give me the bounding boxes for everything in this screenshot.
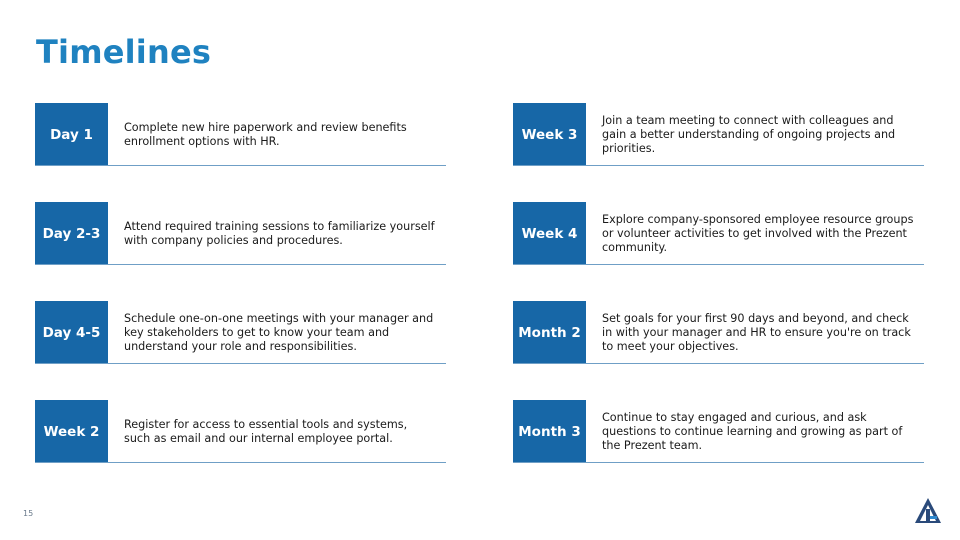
timeline-label: Day 1 (35, 103, 108, 166)
divider (35, 165, 446, 166)
timeline-description: Attend required training sessions to familiarize yourself with company policies and procedures. (124, 219, 435, 247)
timeline-label: Month 2 (513, 301, 586, 364)
page-title: Timelines (36, 33, 212, 71)
divider (35, 264, 446, 265)
timeline-description: Set goals for your first 90 days and beyond, and check in with your manager and HR to ensure you're on track to meet your objectives. (602, 311, 911, 353)
timeline-label: Month 3 (513, 400, 586, 463)
timeline-description: Schedule one-on-one meetings with your manager and key stakeholders to get to know your team and understand your role and responsibilities. (124, 311, 434, 353)
timeline-description: Register for access to essential tools and systems, such as email and our internal employee portal. (124, 417, 408, 445)
timeline-item-week-3 (513, 103, 924, 167)
divider (513, 165, 924, 166)
timeline-description: Continue to stay engaged and curious, and ask questions to continue learning and growing as part of the Prezent team. (602, 410, 903, 452)
company-logo-icon (914, 497, 942, 525)
timeline-item-month-2 (513, 301, 924, 365)
timeline-description: Explore company-sponsored employee resource groups or volunteer activities to get involved with the Prezent community. (602, 212, 914, 254)
timeline-description: Complete new hire paperwork and review benefits enrollment options with HR. (124, 120, 407, 148)
timeline-item-day-4-5 (35, 301, 446, 365)
timeline-label: Week 4 (513, 202, 586, 265)
divider (35, 363, 446, 364)
divider (513, 264, 924, 265)
timeline-item-week-4 (513, 202, 924, 266)
timeline-item-month-3 (513, 400, 924, 464)
divider (513, 363, 924, 364)
divider (35, 462, 446, 463)
timeline-item-week-2 (35, 400, 446, 464)
timeline-label: Week 2 (35, 400, 108, 463)
timeline-description: Join a team meeting to connect with colleagues and gain a better understanding of ongoing projects and priorities. (602, 113, 896, 155)
timeline-item-day-2-3 (35, 202, 446, 266)
divider (513, 462, 924, 463)
timeline-item-day-1 (35, 103, 446, 167)
timeline-label: Day 4-5 (35, 301, 108, 364)
page-number: 15 (23, 509, 34, 518)
timeline-label: Day 2-3 (35, 202, 108, 265)
timeline-label: Week 3 (513, 103, 586, 166)
